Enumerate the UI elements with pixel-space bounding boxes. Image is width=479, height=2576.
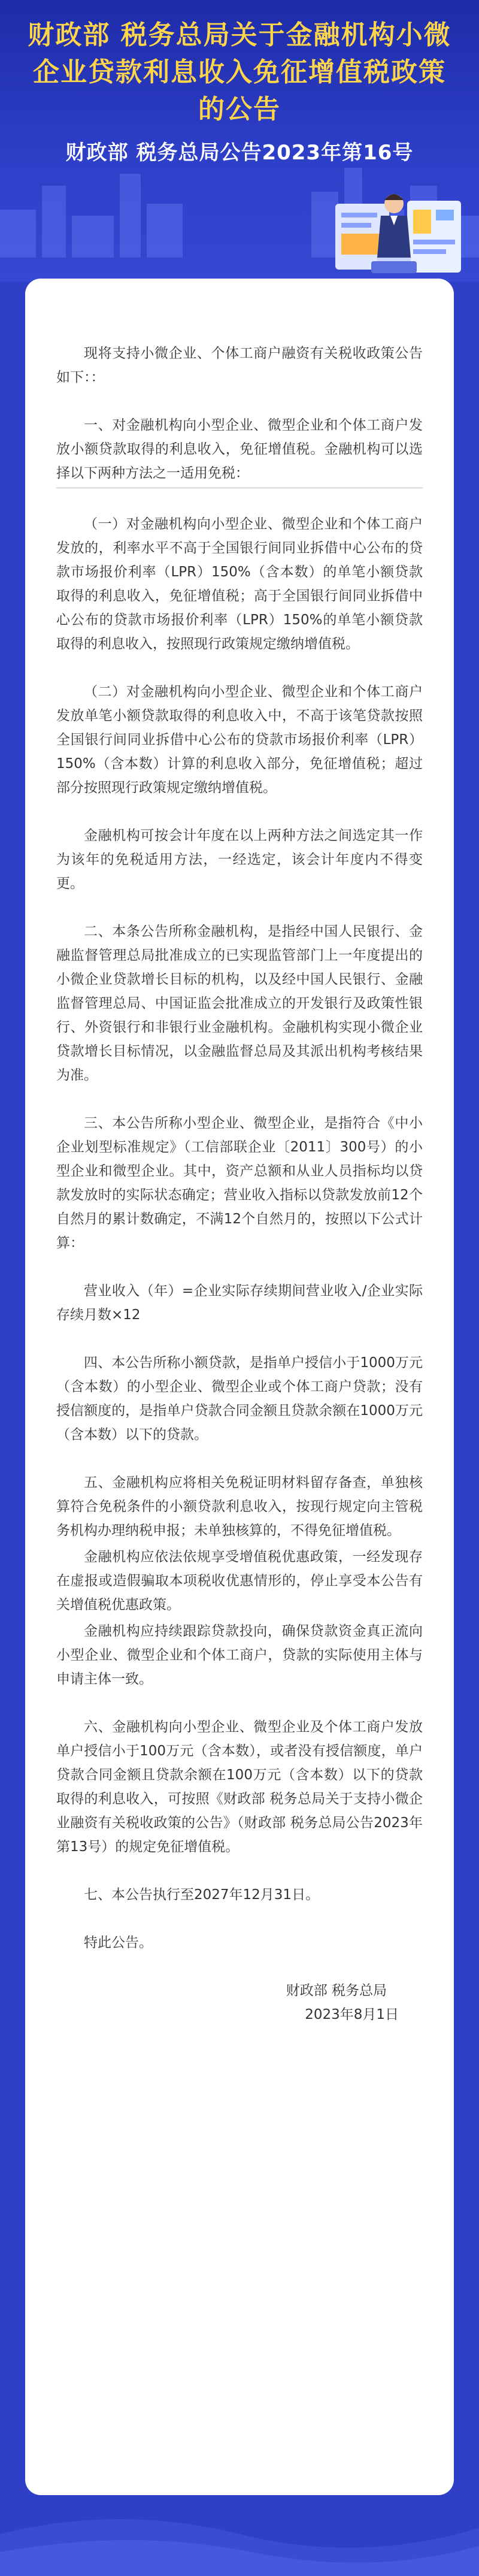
announcement-body bbox=[25, 279, 454, 2027]
page-title: 财政部 税务总局关于金融机构小微企业贷款利息收入免征增值税政策的公告 bbox=[28, 20, 451, 125]
paragraph-1: 一、对金融机构向小型企业、微型企业和个体工商户发放小额贷款取得的利息收入，免征增值税。金融机构可以选择以下两种方法之一适用免税： bbox=[56, 418, 423, 481]
paragraph-intro: 现将支持小微企业、个体工商户融资有关税收政策公告如下：： bbox=[56, 346, 423, 385]
signature: 财政部 税务总局 bbox=[286, 1983, 387, 1998]
signature-date: 2023年8月1日 bbox=[305, 2007, 399, 2022]
paragraph-6: 六、金融机构向小型企业、微型企业及个体工商户发放单户授信小于100万元（含本数），或者没有授信额度，单户贷款合同金额且贷款余额在100万元（含本数）以下的贷款取得的利息收入，可按照《财政部 税务总局关于支持小微企业融资有关税收政策的公告》（财政部 税务总局公告2023年第13号）的规定免征增值税。 bbox=[56, 1719, 423, 1855]
closing-text: 特此公告。 bbox=[84, 1935, 153, 1951]
businessman-illustration-icon bbox=[323, 180, 467, 282]
paragraph-5-compliance: 金融机构应依法依规享受增值税优惠政策，一经发现存在虚报或造假骗取本项税收优惠情形的，停止享受本公告有关增值税优惠政策。 bbox=[56, 1549, 423, 1613]
paragraph-1-method-2: （二）对金融机构向小型企业、微型企业和个体工商户发放单笔小额贷款取得的利息收入中，不高于该笔贷款按照全国银行间同业拆借中心公布的贷款市场报价利率（LPR）150%（含本数）计算的利息收入部分，免征增值税；超过部分按照现行政策规定缴纳增值税。 bbox=[56, 684, 423, 796]
revenue-formula: 营业收入（年）=企业实际存续期间营业收入/企业实际存续月数×12 bbox=[56, 1283, 423, 1323]
announcement-card bbox=[25, 279, 454, 2495]
paragraph-4: 四、本公告所称小额贷款，是指单户授信小于1000万元（含本数）的小型企业、微型企业或个体工商户贷款；没有授信额度的，是指单户贷款合同金额且贷款余额在1000万元（含本数）以下的贷款。 bbox=[56, 1355, 423, 1443]
header-banner bbox=[0, 0, 479, 282]
footer-wave-decoration bbox=[0, 2480, 479, 2576]
paragraph-2: 二、本条公告所称金融机构，是指经中国人民银行、金融监督管理总局批准成立的已实现监管部门上一年度提出的小微企业贷款增长目标的机构，以及经中国人民银行、金融监督管理总局、中国证监会批准成立的开发银行及政策性银行、外资银行和非银行业金融机构。金融机构实现小微企业贷款增长目标情况，以金融监督总局及其派出机构考核结果为准。 bbox=[56, 924, 423, 1083]
paragraph-1-method-1: （一）对金融机构向小型企业、微型企业和个体工商户发放的，利率水平不高于全国银行间同业拆借中心公布的贷款市场报价利率（LPR）150%（含本数）的单笔小额贷款取得的利息收入，免征增值税；高于全国银行间同业拆借中心公布的贷款市场报价利率（LPR）150%的单笔小额贷款取得的利息收入，按照现行政策规定缴纳增值税。 bbox=[56, 516, 423, 652]
paragraph-5: 五、金融机构应将相关免税证明材料留存备查，单独核算符合免税条件的小额贷款利息收入，按现行规定向主管税务机构办理纳税申报；未单独核算的，不得免征增值税。 bbox=[56, 1475, 423, 1538]
paragraph-3: 三、本公告所称小型企业、微型企业，是指符合《中小企业划型标准规定》（工信部联企业〔2011〕300号）的小型企业和微型企业。其中，资产总额和从业人员指标均以贷款发放时的实际状态确定；营业收入指标以贷款发放前12个自然月的累计数确定，不满12个自然月的，按照以下公式计算： bbox=[56, 1115, 423, 1251]
paragraph-5-tracking: 金融机构应持续跟踪贷款投向，确保贷款资金真正流向小型企业、微型企业和个体工商户，贷款的实际使用主体与申请主体一致。 bbox=[56, 1623, 423, 1687]
paragraph-1-selection: 金融机构可按会计年度在以上两种方法之间选定其一作为该年的免税适用方法，一经选定，该会计年度内不得变更。 bbox=[56, 828, 423, 891]
announcement-number: 财政部 税务总局公告2023年第16号 bbox=[65, 141, 414, 165]
paragraph-7: 七、本公告执行至2027年12月31日。 bbox=[84, 1887, 320, 1903]
